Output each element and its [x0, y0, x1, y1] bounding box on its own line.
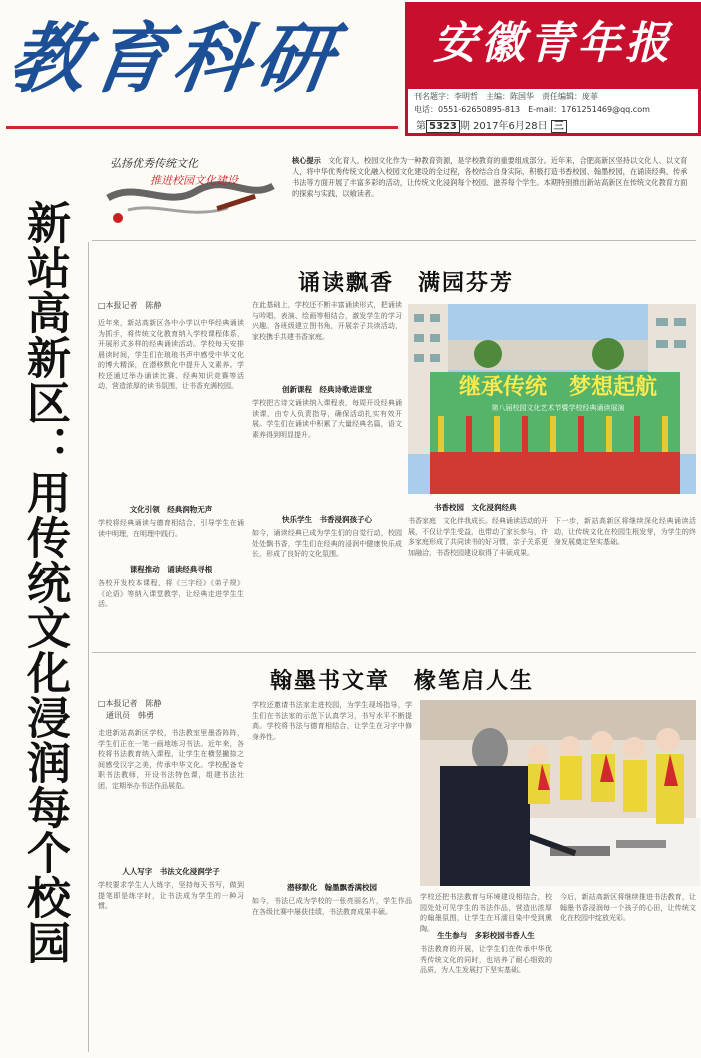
contact-info: 电话：0551-62650895-813 E-mail：1761251469@qq.com: [414, 105, 650, 114]
intro-summary: [292, 155, 692, 199]
article1-title: 诵读飘香 满园芬芳: [298, 270, 515, 296]
article2-subhead-3: 生生参与 多彩校园书香人生: [437, 931, 535, 940]
intro-lead: 核心提示: [292, 156, 321, 165]
article2-text-col3b: 书法教育的开展，让学生们在传承中华优秀传统文化的同时，也培养了耐心细致的品质，为人生发展打下坚实基础。: [420, 945, 552, 974]
column-divider: [88, 242, 89, 1052]
article2-text-col3: 学校还把书法教育与环境建设相结合，校园处处可见学生的书法作品，营造出浓厚的翰墨氛围，让学生在耳濡目染中受到熏陶。: [420, 893, 552, 933]
banner-slogan-2: 推进校园文化建设: [150, 174, 238, 187]
issue-info: [416, 117, 567, 132]
section-title: 教育科研: [3, 14, 345, 103]
article2-text-col1b: 学校要求学生人人练字，坚持每天书写，做到提笔即是练字时，让书法成为学生的一种习惯。: [98, 881, 244, 910]
banner-slogan-1: 弘扬优秀传统文化: [110, 157, 198, 170]
intro-text: 文化育人，校园文化作为一种教育资源，是学校教育的重要组成部分。近年来，合肥高新区坚持以文化人、以文育人，将中华优秀传统文化融入校园文化建设的全过程，各校结合自身实际，积极打造书香校园、翰墨校园，在诵读经典、传承书法等方面开展了丰富多彩的活动，让传统文化浸润每个校园、滋养每个学生。本期特别推出新站高新区在传统文化教育方面的探索与实践，以飨读者。: [292, 156, 688, 198]
article2-text-col1: 走进新站高新区学校，书法教室里墨香阵阵，学生们正在一笔一画地练习书法。近年来，各校将书法教育纳入课程，让学生在横竖撇捺之间感受汉字之美，传承中华文化。学校配备专职书法教师，开设书法特色课，组建书法社团，定期举办书法作品展览。: [98, 729, 244, 790]
article1-text-col2b: 学校把古诗文诵读纳入课程表，每周开设经典诵读课，由专人负责指导，确保活动扎实有效开展。学生们在诵读中积累了大量经典名篇，语文素养得到明显提升。: [252, 399, 402, 439]
article2-byline-1: □本报记者 陈静: [98, 699, 162, 708]
article1-subhead-1: 文化引领 经典润物无声: [129, 505, 213, 514]
main-headline: 新站高新区：用传统文化浸润每个校园: [19, 200, 70, 965]
section-divider: [92, 240, 696, 241]
photo1-caption: 书香校园 文化浸润经典: [434, 503, 517, 512]
article1-text-col1c: 各校开发校本课程，将《三字经》《弟子规》《论语》等纳入课堂教学，让经典走进学生生活。: [98, 579, 244, 608]
article2-text-col2: 学校还邀请书法家走进校园，为学生现场指导，学生们在书法家的示范下认真学习，书写水平不断提高。学校将书法与德育相结合，让学生在习字中修身养性。: [252, 701, 412, 741]
issue-suffix: 期: [459, 121, 470, 132]
article2-title: 翰墨书文章 椽笔启人生: [270, 668, 535, 694]
newspaper-nameplate: [405, 2, 701, 136]
issue-weekday: 三: [551, 120, 567, 133]
article2-subhead-2: 潜移默化 翰墨飘香满校园: [287, 883, 377, 892]
section-divider-2: [92, 652, 696, 653]
article1-text-col2c: 如今，诵读经典已成为学生们的自觉行动，校园处处飘书香，学生们在经典的浸润中健康快乐成长，形成了良好的文化氛围。: [252, 529, 402, 558]
issue-date: 2017年6月28日: [473, 121, 548, 132]
article1-text-col2: 在此基础上，学校还不断丰富诵读形式，把诵读与吟唱、表演、绘画等相结合，激发学生的学习兴趣。各班级建立图书角，开展亲子共读活动，家校携手共建书香家庭。: [252, 301, 402, 341]
calligraphy-class-photo: [420, 700, 696, 886]
article1-text-col4: 下一步，新站高新区将继续深化经典诵读活动，让传统文化在校园生根发芽，为学生的终身发展奠定坚实基础。: [554, 517, 696, 546]
issue-label: 第: [416, 121, 426, 132]
stage-banner-subtext: 第八届校园文化艺术节暨学校经典诵读展演: [491, 404, 625, 412]
article2-text-col4: 今后，新站高新区将继续推进书法教育，让翰墨书香浸润每一个孩子的心田，让传统文化在校园中绽放光彩。: [560, 893, 696, 922]
article2-byline-2: 通讯员 韩勇: [106, 711, 154, 720]
article1-text-col1b: 学校将经典诵读与德育相结合，引导学生在诵读中明理，在明理中践行。: [98, 519, 244, 538]
newspaper-name: 安徽青年报: [433, 18, 673, 69]
article2-text-col2b: 如今，书法已成为学校的一张亮丽名片，学生作品在各级比赛中屡获佳绩，书法教育成果丰硕。: [252, 897, 412, 916]
editor-credits: 刊名题字：李明哲 主编：陈国华 责任编辑：庞菲: [414, 92, 598, 101]
stage-performance-photo: [408, 304, 696, 494]
article1-subhead-4: 快乐学生 书香浸润孩子心: [282, 515, 372, 524]
article1-subhead-3: 创新课程 经典诗歌进课堂: [282, 385, 372, 394]
masthead-rule: [6, 126, 398, 129]
article1-byline: □本报记者 陈静: [98, 301, 162, 310]
article1-subhead-2: 课程推动 诵读经典寻根: [129, 565, 213, 574]
article1-text-col1: 近年来，新站高新区各中小学以中华经典诵读为抓手，将传统文化教育纳入学校课程体系，开展形式多样的经典诵读活动。学校每天安排晨读时间，学生们在琅琅书声中感受中华文化的博大精深，在潜移默化中提升人文素养。学校还通过举办诵读比赛、经典知识竞赛等活动，营造浓厚的读书氛围，让书香充满校园。: [98, 319, 244, 390]
article1-text-col3: 书香家庭 文化伴我成长。经典诵读活动的开展，不仅让学生受益，也带动了家长参与，许多家庭形成了共同读书的好习惯，亲子关系更加融洽，书香校园建设取得了丰硕成果。: [408, 517, 548, 557]
article2-subhead-1: 人人写字 书法文化浸润学子: [122, 867, 220, 876]
stage-banner-text: 继承传统 梦想起航: [458, 374, 658, 400]
issue-number: 5323: [426, 120, 460, 133]
